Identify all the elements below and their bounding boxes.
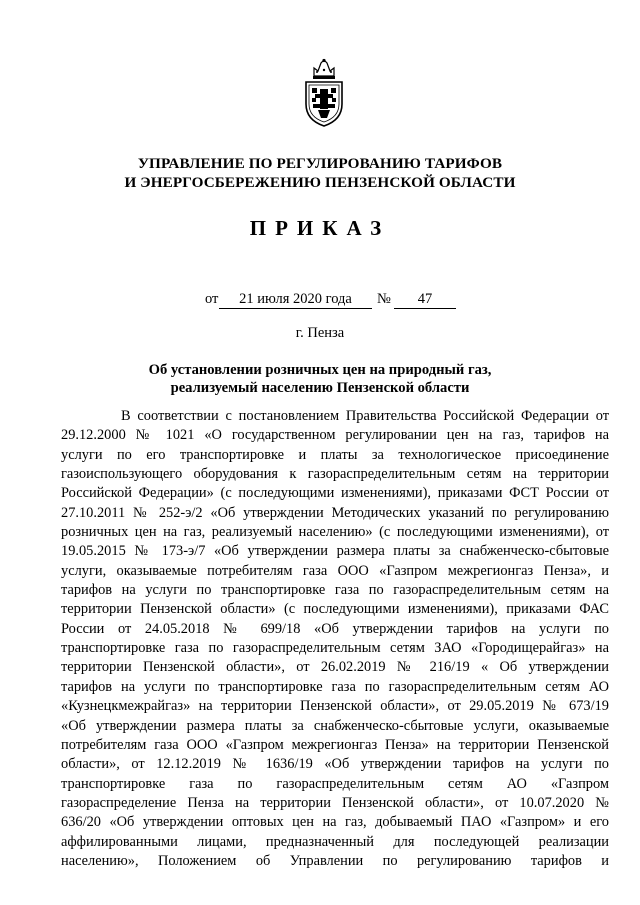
body-text-line: 27.10.2011 № 252-э/2 «Об утверждении Методических указаний по регулированию [61, 504, 609, 521]
coat-of-arms-emblem [300, 58, 348, 128]
body-text-line: транспортировке газа по газораспределительным сетям ЗАО «Городищерайгаз» на [61, 640, 609, 657]
body-text-line: Российской Федерации» (с последующими изменениями), приказами ФСТ России от [61, 485, 609, 502]
body-text-line: населению», Положением об Управлении по регулированию тарифов и [61, 852, 609, 869]
body-text-line: розничных цен на газ, реализуемый населению» (с последующими изменениями), от [61, 524, 609, 541]
body-text-line: В соответствии с постановлением Правительства Российской Федерации от [121, 408, 609, 424]
date-from-label: от [205, 291, 219, 307]
body-text-line: «Кузнецкмежрайгаз» на территории Пензенской области», от 29.05.2019 № 673/19 [61, 698, 609, 715]
body-text-line: России от 24.05.2018 № 699/18 «Об утверждении тарифов на услуги по [61, 620, 609, 637]
order-date: 21 июля 2020 года [219, 290, 372, 309]
subject-line-1: Об установлении розничных цен на природный газ, [148, 362, 492, 378]
document-body [61, 407, 609, 871]
body-text-line: услуги, оказываемые потребителям газа ООО «Газпром межрегионгаз Пенза», и [61, 562, 609, 579]
agency-name-line-1: УПРАВЛЕНИЕ ПО РЕГУЛИРОВАНИЮ ТАРИФОВ [137, 155, 503, 172]
body-text-line: тарифов на услуги по транспортировке газа по газораспределительным сетям на [61, 582, 609, 599]
body-text-line: области», от 12.12.2019 № 1636/19 «Об утверждении тарифов на услуги по [61, 756, 609, 773]
body-text-line: 29.12.2000 № 1021 «О государственном регулировании цен на газ, тарифов на [61, 427, 609, 444]
body-text-line: территории Пензенской области», от 26.02.2019 № 216/19 « Об утверждении [61, 659, 609, 676]
body-text-line: аффилированными лицами, предназначенный для последующей реализации [61, 833, 609, 850]
document-type-title: ПРИКАЗ [249, 216, 391, 240]
body-text-line: тарифов на услуги по транспортировке газа по газораспределительным сетям АО [61, 678, 609, 695]
body-text-line: газоиспользующего оборудования к газораспределительным сетям на территории [61, 466, 609, 483]
order-number-label: № [377, 291, 391, 307]
body-text-line: услуги по его транспортировке и платы за технологическое присоединение [61, 446, 609, 463]
agency-name-line-2: И ЭНЕРГОСБЕРЕЖЕНИЮ ПЕНЗЕНСКОЙ ОБЛАСТИ [124, 174, 516, 191]
body-text-line: «Об утверждении размера платы за снабженческо-сбытовые услуги, оказываемые [61, 717, 609, 734]
body-text-line: территории Пензенской области» (с последующими изменениями), приказами ФАС [61, 601, 609, 618]
body-text-line: 636/20 «Об утверждении оптовых цен на газ, добываемый ПАО «Газпром» и его [61, 814, 609, 831]
body-text-line: газораспределение Пенза на территории Пензенской области», от 10.07.2020 № [61, 794, 609, 811]
city-line: г. Пенза [295, 325, 345, 341]
subject-line-2: реализуемый населению Пензенской области [170, 380, 470, 396]
body-text-line: транспортировке газа по газораспределительным сетям АО «Газпром [61, 775, 609, 792]
body-text-line: 19.05.2015 № 173-э/7 «Об утверждении размера платы за снабженческо-сбытовые [61, 543, 609, 560]
order-number: 47 [394, 290, 456, 309]
body-text-line: потребителям газа ООО «Газпром межрегионгаз Пенза» на территории Пензенской [61, 736, 609, 753]
